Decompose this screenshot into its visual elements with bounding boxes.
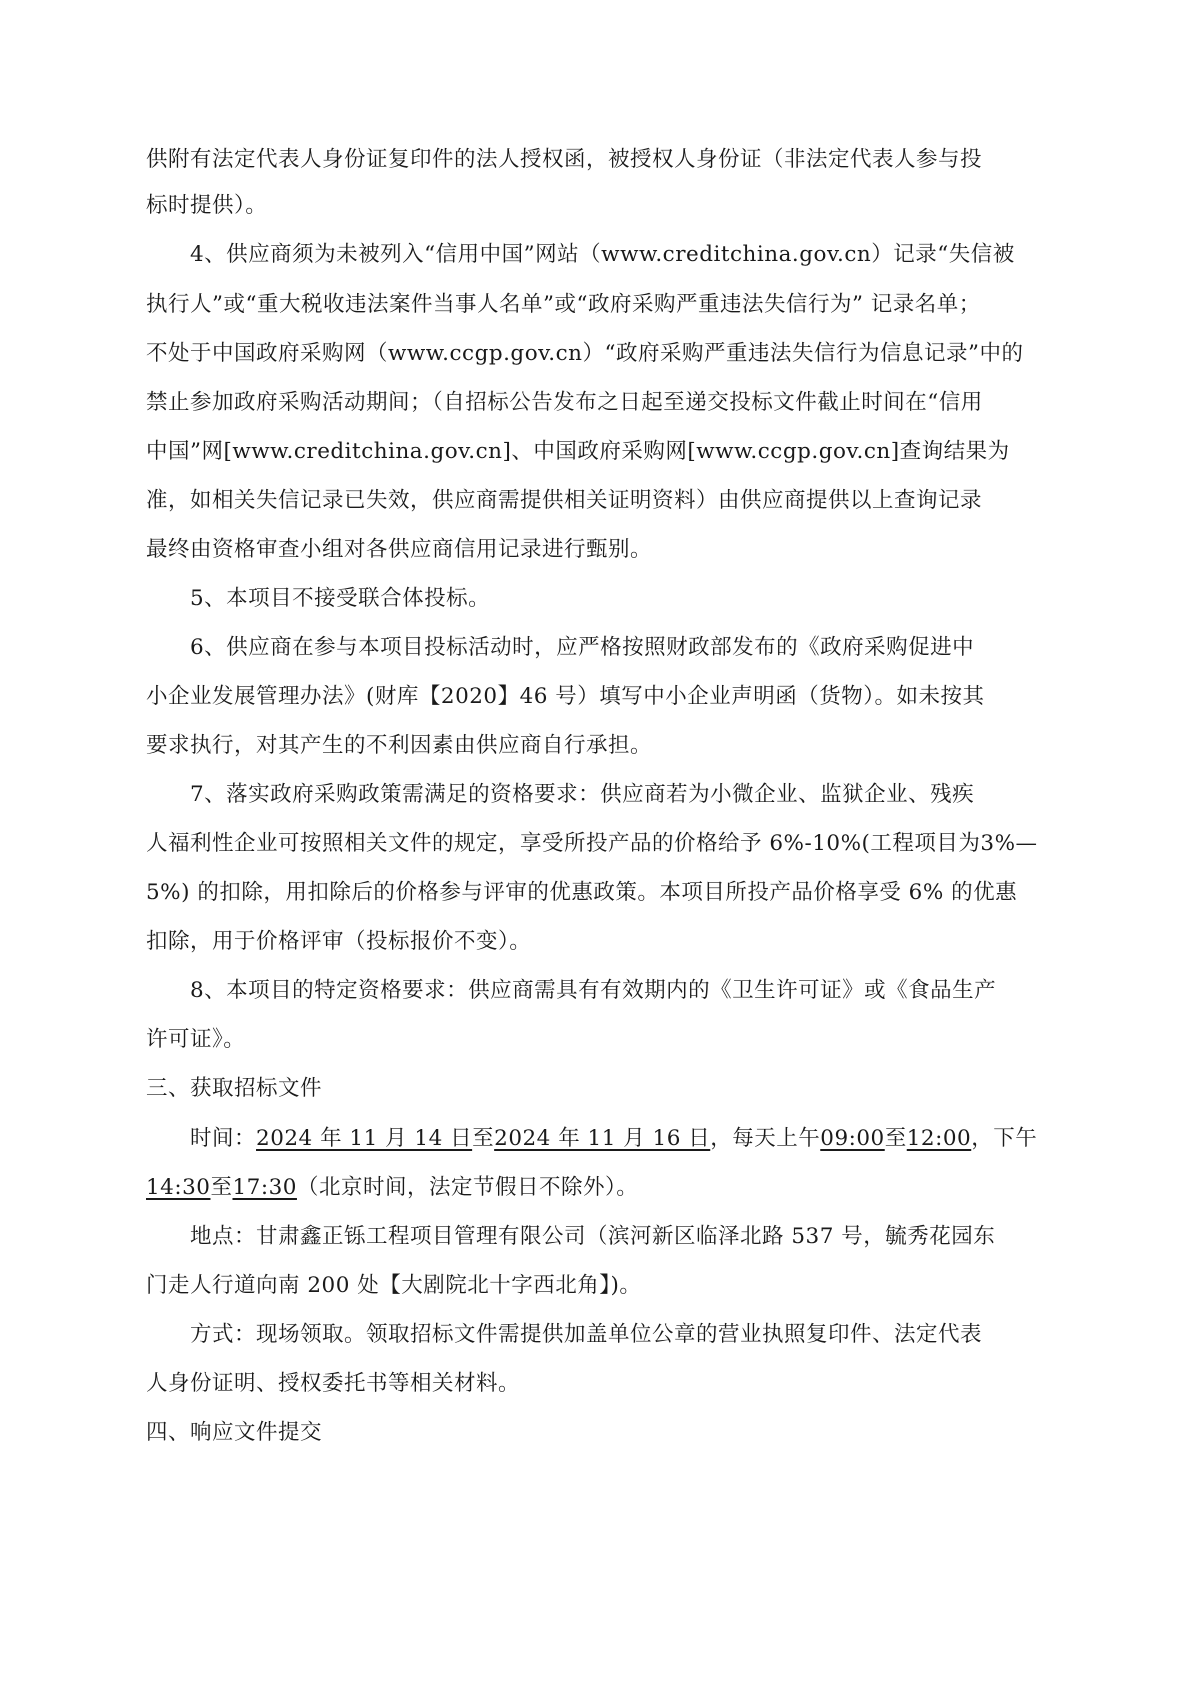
text-line: 要求执行，对其产生的不利因素由供应商自行承担。 — [146, 733, 653, 758]
section-heading: 三、获取招标文件 — [146, 1076, 323, 1101]
daily-text: ，每天上午 — [710, 1126, 821, 1151]
to-text: 至 — [884, 1126, 907, 1151]
section-heading: 四、响应文件提交 — [146, 1420, 323, 1445]
text-line: 8、本项目的特定资格要求：供应商需具有有效期内的《卫生许可证》或《食品生产 — [190, 978, 997, 1003]
to-text: 至 — [472, 1126, 495, 1151]
am-end: 12:00 — [906, 1126, 972, 1151]
location-line: 门走人行道向南 200 处【大剧院北十字西北角】)。 — [146, 1273, 642, 1298]
method-line: 方式：现场领取。领取招标文件需提供加盖单位公章的营业执照复印件、法定代表 — [190, 1322, 983, 1347]
pm-end: 17:30 — [232, 1175, 297, 1200]
text-line: 供附有法定代表人身份证复印件的法人授权函，被授权人身份证（非法定代表人参与投 — [146, 147, 983, 172]
end-date: 2024 年 11 月 16 日 — [494, 1126, 711, 1151]
text-line: 准，如相关失信记录已失效，供应商需提供相关证明资料）由供应商提供以上查询记录 — [146, 488, 983, 513]
method-line: 人身份证明、授权委托书等相关材料。 — [146, 1371, 521, 1396]
text-line: 最终由资格审查小组对各供应商信用记录进行甄别。 — [146, 537, 653, 562]
time-line-cont — [146, 1173, 1046, 1203]
text-line: 标时提供）。 — [146, 193, 268, 218]
text-line: 5%) 的扣除，用扣除后的价格参与评审的优惠政策。本项目所投产品价格享受 6% 的优惠 — [146, 880, 1018, 905]
text-line: 执行人”或“重大税收违法案件当事人名单”或“政府采购严重违法失信行为” 记录名单； — [146, 292, 981, 317]
to-text: 至 — [210, 1175, 233, 1200]
start-date: 2024 年 11 月 14 日 — [256, 1126, 473, 1151]
time-note: （北京时间，法定节假日不除外）。 — [296, 1175, 639, 1200]
text-line: 5、本项目不接受联合体投标。 — [190, 586, 491, 611]
text-line: 许可证》。 — [146, 1027, 246, 1052]
text-line: 4、供应商须为未被列入“信用中国”网站（www.creditchina.gov.cn）记录“失信被 — [190, 242, 1015, 267]
text-line: 禁止参加政府采购活动期间；（自招标公告发布之日起至递交投标文件截止时间在“信用 — [146, 390, 983, 415]
pm-start: 14:30 — [146, 1175, 211, 1200]
text-line: 中国”网[www.creditchina.gov.cn]、中国政府采购网[www.ccgp.gov.cn]查询结果为 — [146, 439, 1010, 464]
text-line: 7、落实政府采购政策需满足的资格要求：供应商若为小微企业、监狱企业、残疾 — [190, 782, 975, 807]
time-line — [190, 1124, 1046, 1154]
text-line: 不处于中国政府采购网（www.ccgp.gov.cn）“政府采购严重违法失信行为信息记录”中的 — [146, 341, 1024, 366]
am-start: 09:00 — [820, 1126, 885, 1151]
text-line: 扣除，用于价格评审（投标报价不变）。 — [146, 929, 532, 954]
time-label: 时间： — [190, 1126, 257, 1151]
location-line: 地点：甘肃鑫正铄工程项目管理有限公司（滨河新区临泽北路 537 号，毓秀花园东 — [190, 1224, 996, 1249]
text-line: 人福利性企业可按照相关文件的规定，享受所投产品的价格给予 6%-10%(工程项目为3%— — [146, 831, 1038, 856]
text-line: 小企业发展管理办法》(财库【2020】46 号）填写中小企业声明函（货物）。如未按其 — [146, 684, 985, 709]
text-line: 6、供应商在参与本项目投标活动时，应严格按照财政部发布的《政府采购促进中 — [190, 635, 975, 660]
pm-text: ，下午 — [971, 1126, 1038, 1151]
